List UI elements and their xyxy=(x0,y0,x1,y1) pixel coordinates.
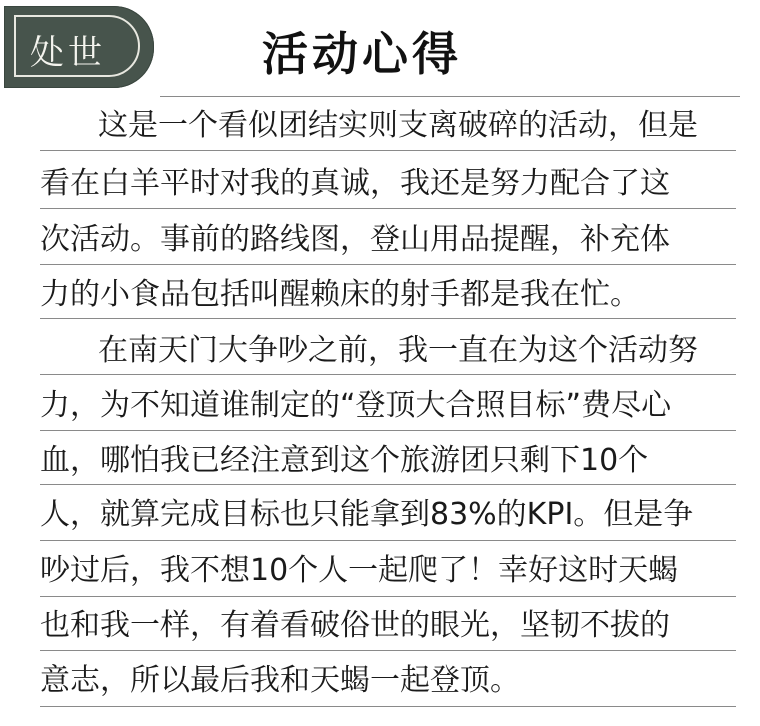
ruled-line xyxy=(40,650,736,651)
ruled-line xyxy=(40,706,736,707)
title-rule xyxy=(160,96,740,97)
ruled-line xyxy=(40,208,736,209)
ruled-line xyxy=(40,540,736,541)
text-line: 人，就算完成目标也只能拿到83%的KPI。但是争 xyxy=(40,497,694,532)
ruled-line xyxy=(40,484,736,485)
text-line: 也和我一样，有着看破俗世的眼光，坚韧不拔的 xyxy=(40,608,670,643)
text-line: 血，哪怕我已经注意到这个旅游团只剩下10个 xyxy=(40,443,649,478)
text-line: 次活动。事前的路线图，登山用品提醒，补充体 xyxy=(40,222,670,257)
text-line: 在南天门大争吵之前，我一直在为这个活动努 xyxy=(98,333,698,368)
page-title: 活动心得 xyxy=(262,27,462,81)
text-line: 看在白羊平时对我的真诚，我还是努力配合了这 xyxy=(40,166,670,201)
text-line: 力的小食品包括叫醒赖床的射手都是我在忙。 xyxy=(40,277,640,312)
text-line: 意志，所以最后我和天蝎一起登顶。 xyxy=(40,663,520,698)
ruled-line xyxy=(40,374,736,375)
ruled-line xyxy=(40,318,736,319)
ruled-line xyxy=(40,150,736,151)
category-badge xyxy=(4,6,154,88)
text-line: 这是一个看似团结实则支离破碎的活动，但是 xyxy=(98,108,698,143)
ruled-line xyxy=(40,430,736,431)
ruled-line xyxy=(40,596,736,597)
badge-label: 处世 xyxy=(30,33,106,73)
text-line: 力，为不知道谁制定的“登顶大合照目标”费尽心 xyxy=(40,388,672,423)
text-line: 吵过后，我不想10个人一起爬了！幸好这时天蝎 xyxy=(40,553,679,588)
ruled-line xyxy=(40,264,736,265)
